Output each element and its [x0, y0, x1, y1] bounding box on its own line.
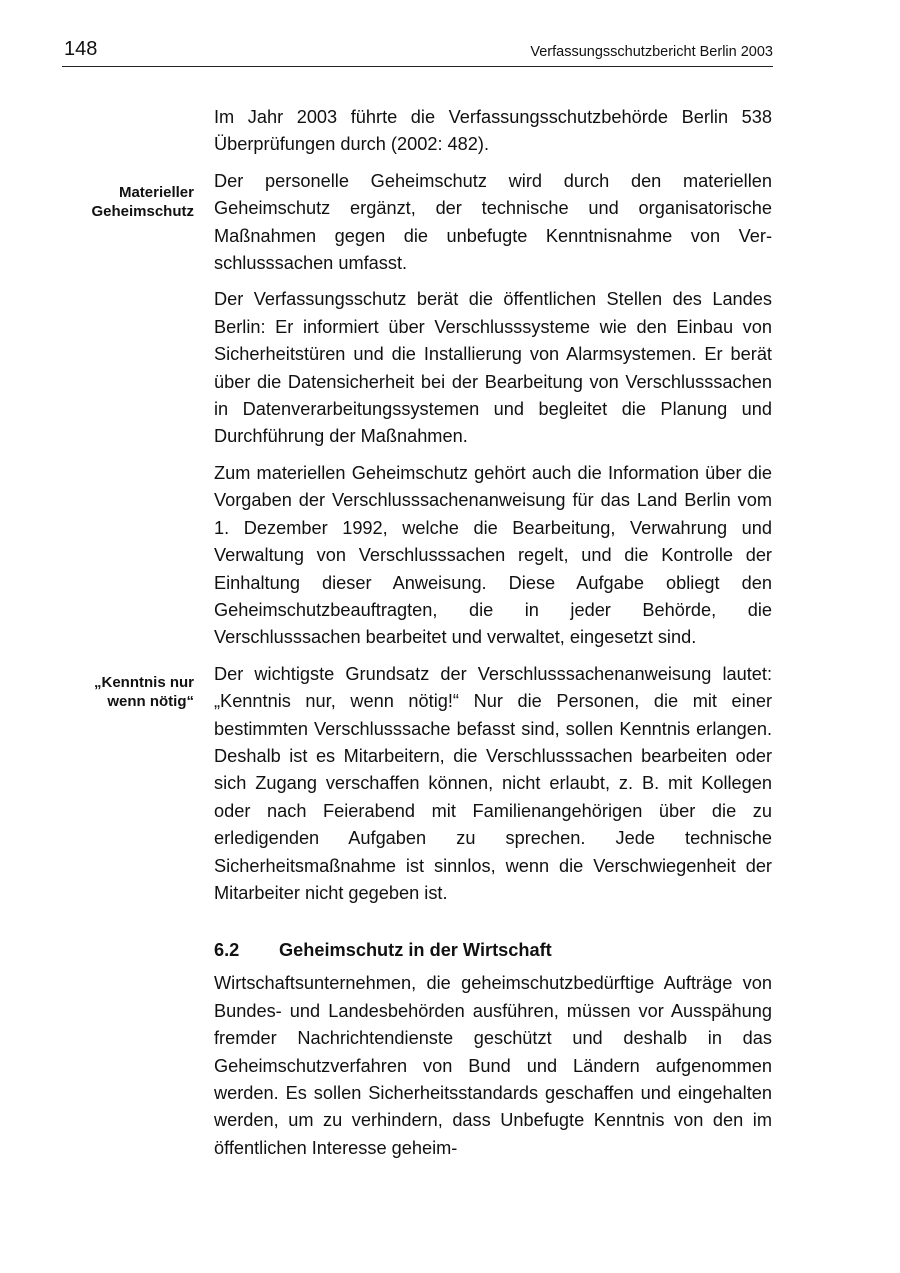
- margin-note-kenntnis-nur-wenn-noetig: [24, 673, 194, 711]
- margin-note-line: Geheimschutz: [91, 203, 194, 220]
- paragraph-1: Im Jahr 2003 führte die Verfassungsschutzbehörde Berlin 538 Überprüfungen durch (2002: 482).: [214, 107, 772, 155]
- margin-note-line: Materieller: [118, 184, 194, 201]
- paragraph-5: Der wichtigste Grundsatz der Verschlusssachenanweisung lautet: „Kenntnis nur, wenn nötig!“ Nur die Personen, die mit einer bestimmten Verschlusssache befasst sind, sollen Kenntnis erlangen. Deshalb ist es Mitarbeitern, die Verschlusssachen bearbeiten oder sich Zugang verschaffen können, nicht erlaubt, z. B. mit Kollegen oder nach Feierabend mit Familienangehörigen über die zu erledigenden Aufgaben zu sprechen. Jede technische Sicherheitsmaßnahme ist sinnlos, wenn die Verschwiegenheit der Mitarbeiter nicht gegeben ist.: [214, 663, 772, 903]
- running-title: Verfassungsschutzbericht Berlin 2003: [530, 44, 773, 60]
- paragraph-6: Wirtschaftsunternehmen, die geheimschutzbedürftige Aufträge von Bundes- und Landesbehörden ausführen, müssen vor Ausspähung fremder Nachrichtendienste geschützt und deshalb in das Geheimschutzverfahren von Bund und Ländern aufgenommen werden. Es sollen Sicherheitsstandards geschaffen und eingehalten werden, um zu verhindern, dass Unbefugte Kenntnis von den im öffentlichen Interesse geheim-: [214, 973, 772, 1158]
- margin-note-line: wenn nötig“: [107, 693, 194, 710]
- paragraph-4: Zum materiellen Geheimschutz gehört auch die Information über die Vorgaben der Verschlusssachenanweisung für das Land Berlin vom 1. Dezember 1992, welche die Bearbeitung, Verwahrung und Verwaltung von Verschlusssachen regelt, und die Kontrolle der Einhaltung dieser Anweisung. Diese Aufgabe obliegt den Geheimschutzbeauftragten, die in jeder Behörde, die Verschlusssachen bearbeitet und verwaltet, eingesetzt sind.: [214, 462, 772, 648]
- page-header: [62, 36, 773, 67]
- main-text: [214, 104, 772, 1171]
- section-title: Geheimschutz in der Wirtschaft: [279, 940, 552, 961]
- section-number: 6.2: [214, 940, 240, 961]
- margin-note-line: „Kenntnis nur: [94, 674, 194, 691]
- paragraph-2: Der personelle Geheimschutz wird durch den materiellen Geheimschutz ergänzt, der technische und organisatorische Maßnahmen gegen die unbefugte Kenntnisnahme von Verschlusssachen umfasst.: [214, 170, 772, 274]
- page-number: 148: [64, 38, 98, 60]
- section-heading: [214, 938, 772, 962]
- margin-note-materieller-geheimschutz: [24, 183, 194, 221]
- paragraph-3: Der Verfassungsschutz berät die öffentlichen Stellen des Landes Berlin: Er informiert über Verschlusssysteme wie den Einbau von Sicherheitstüren und die Installierung von Alarmsystemen. Er berät über die Datensicherheit bei der Bearbeitung von Verschlusssachen in Datenverarbeitungssystemen und begleitet die Planung und Durchführung der Maßnahmen.: [214, 289, 772, 447]
